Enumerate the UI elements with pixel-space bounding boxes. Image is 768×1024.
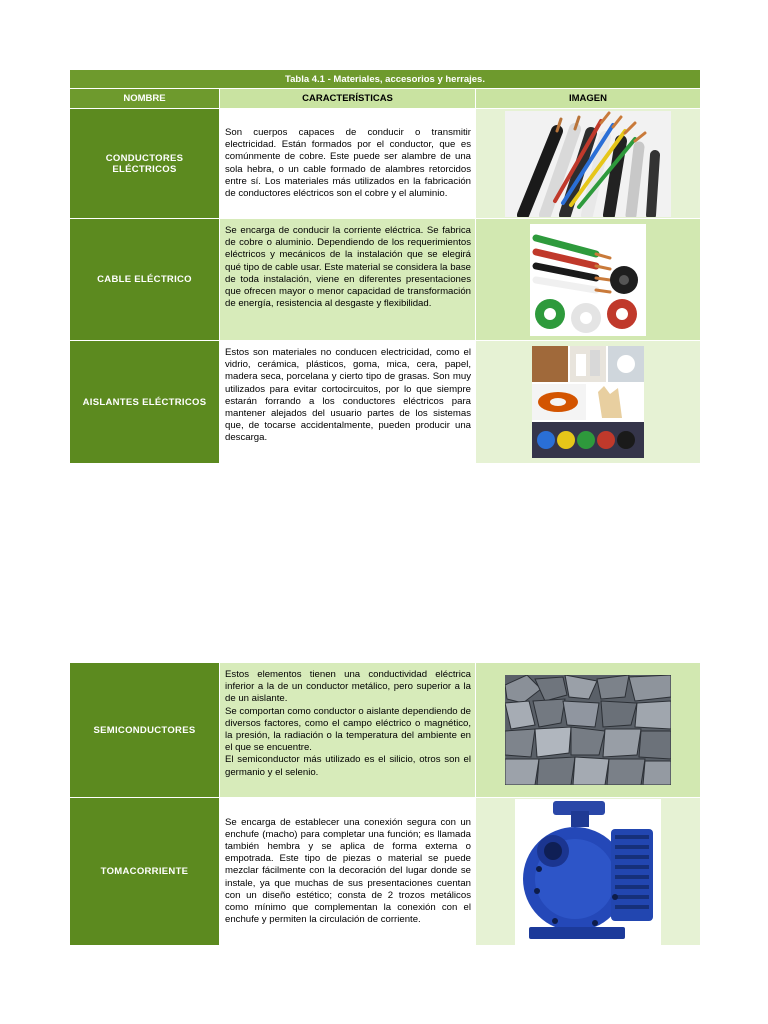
materials-table-1 <box>69 69 701 464</box>
conductores-image-cell <box>476 109 701 219</box>
row-description-semiconductores <box>220 663 476 798</box>
description-line: Estos elementos tienen una conductividad eléctrica inferior a la de un conductor metálico, pero superior a la de un aislante. <box>225 669 471 705</box>
semiconductores-image-cell <box>476 663 701 798</box>
row-name-aislantes: AISLANTES ELÉCTRICOS <box>70 341 220 464</box>
materials-table-2 <box>69 662 701 946</box>
conductores-image <box>505 111 671 217</box>
table-row <box>70 219 701 341</box>
row-description-cable: Se encarga de conducir la corriente eléctrica. Se fabrica de cobre o aluminio. Dependiendo de los requerimientos eléctricos y mecánicos de la instalación que se elegirá qué tipo de cable usar. Este material se considera la base de toda instalación, viene en diferentes presentaciones que ofrecen mayor o menor capacidad de transformación de energía, resistencia al desgaste y flexibilidad. <box>220 219 476 341</box>
table-row <box>70 663 701 798</box>
header-nombre: NOMBRE <box>70 89 220 109</box>
row-name-conductores: CONDUCTORES ELÉCTRICOS <box>70 109 220 219</box>
row-description-conductores: Son cuerpos capaces de conducir o transmitir electricidad. Están formados por el conductor, que es comúnmente de cobre. Este puede ser alambre de una sola hebra, o un cable formado de alambres retorcidos entre sí. Los materiales más utilizados en la fabricación de conductores eléctricos son el cobre y el aluminio. <box>220 109 476 219</box>
description-line: El semiconductor más utilizado es el silicio, otros son el germanio y el selenio. <box>225 754 471 778</box>
row-name-cable: CABLE ELÉCTRICO <box>70 219 220 341</box>
table-row <box>70 341 701 464</box>
description-line: Se comportan como conductor o aislante dependiendo de diversos factores, como el campo eléctrico o magnético, la presión, la radiación o la temperatura del ambiente en el que se encuentre. <box>225 705 471 754</box>
table-row <box>70 798 701 946</box>
row-description-tomacorriente: Se encarga de establecer una conexión segura con un enchufe (macho) para completar una función; es llamada también hembra y se aplica de forma externa o empotrada. Este tipo de piezas o material se puede mezclar fácilmente con la decoración del lugar donde se instale, ya que muchas de sus presentaciones cuentan con un diseño estético; consta de 2 trozos metálicos como mínimo que complementan la conexión con el enchufe y permiten la circulación de corriente. <box>220 798 476 946</box>
aislantes-image-cell <box>476 341 701 464</box>
table-row <box>70 109 701 219</box>
row-name-semiconductores: SEMICONDUCTORES <box>70 663 220 798</box>
cable-image-cell <box>476 219 701 341</box>
header-caracteristicas: CARACTERÍSTICAS <box>220 89 476 109</box>
cable-image <box>530 224 646 336</box>
aislantes-image <box>532 346 644 458</box>
header-imagen: IMAGEN <box>476 89 701 109</box>
pump-image <box>515 799 661 945</box>
semiconductores-image <box>505 675 671 785</box>
row-name-tomacorriente: TOMACORRIENTE <box>70 798 220 946</box>
row-description-aislantes: Estos son materiales no conducen electricidad, como el vidrio, cerámica, plásticos, goma, mica, cera, papel, madera seca, porcelana y cierto tipo de grasas. Son muy utilizados para evitar cortocircuitos, por lo que siempre estarán forrando a los conductores eléctricos para mantener alejados del usuario partes de los sistemas que, de tocarse accidentalmente, pueden producir una descarga. <box>220 341 476 464</box>
table-caption: Tabla 4.1 - Materiales, accesorios y herrajes. <box>70 70 701 89</box>
pump-image-cell <box>476 798 701 946</box>
